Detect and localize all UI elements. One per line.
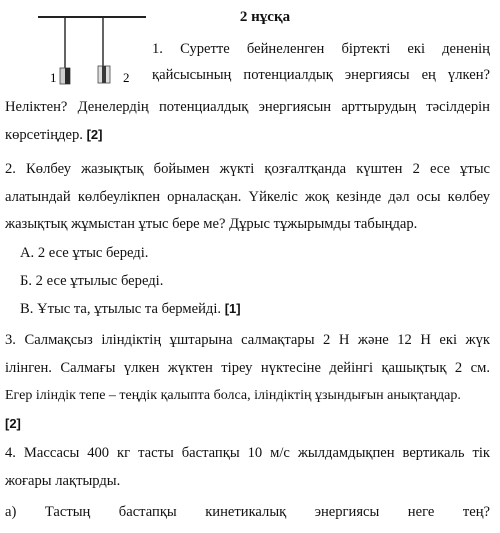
q2-line-2: алатындай көлбеулікпен орналасқан. Үйкеліс жоқ кезінде дәл осы көлбеу <box>5 189 490 205</box>
hanging-bodies-illustration <box>28 14 158 86</box>
q1-line-4 <box>5 126 102 144</box>
q2-line-1: 2. Көлбеу жазықтық бойымен жүкті қозғалтқанда күштен 2 есе ұтыс <box>5 161 490 177</box>
q2-option-a: А. 2 есе ұтыс береді. <box>20 245 149 261</box>
variant-title: 2 нұсқа <box>239 9 291 25</box>
q3-line-1: 3. Салмақсыз іліндіктің ұштарына салмақтары 2 Н және 12 Н екі жүк <box>5 332 490 348</box>
q1-line-4-text: көрсетіңдер. <box>5 127 83 143</box>
body-1 <box>60 68 70 84</box>
q1-line-3: Неліктен? Денелердің потенциалдық энергиясын арттырудың тәсілдерін <box>5 99 490 115</box>
q2-mark: [1] <box>224 301 241 316</box>
two-bodies-figure <box>28 14 158 86</box>
q1-mark: [2] <box>86 127 103 142</box>
q3-mark: [2] <box>5 416 21 431</box>
q3-line-2: ілінген. Салмағы үлкен жүктен тіреу нүктесіне дейінгі қашықтық 2 см. <box>5 360 490 376</box>
q2-option-c-text: В. Ұтыс та, ұтылыс та бермейді. <box>20 301 222 317</box>
figure-label-2: 2 <box>123 70 130 85</box>
q1-line-2: қайсысының потенциалдық энергиясы ең үлкен? <box>152 67 490 83</box>
q4-line-2: жоғары лақтырды. <box>5 473 121 489</box>
q2-option-c <box>20 300 241 318</box>
q3-line-3: Егер іліндік тепе – теңдік қалыпта болса, іліндіктің ұзындығын анықтаңдар. <box>5 388 461 403</box>
figure-label-1: 1 <box>50 70 57 85</box>
q2-line-3: жазықтық жұмыстан ұтыс бере ме? Дұрыс тұжырымды табыңдар. <box>5 216 418 232</box>
q4-line-1: 4. Массасы 400 кг тасты бастапқы 10 м/с жылдамдықпен вертикаль тік <box>5 445 490 461</box>
q1-line-1: 1. Суретте бейнеленген біртекті екі дененің <box>152 41 490 57</box>
q2-option-b: Б. 2 есе ұтылыс береді. <box>20 273 164 289</box>
q4-sub-a: а) Тастың бастапқы кинетикалық энергиясы неге тең? <box>5 504 490 520</box>
body-2 <box>98 66 110 83</box>
